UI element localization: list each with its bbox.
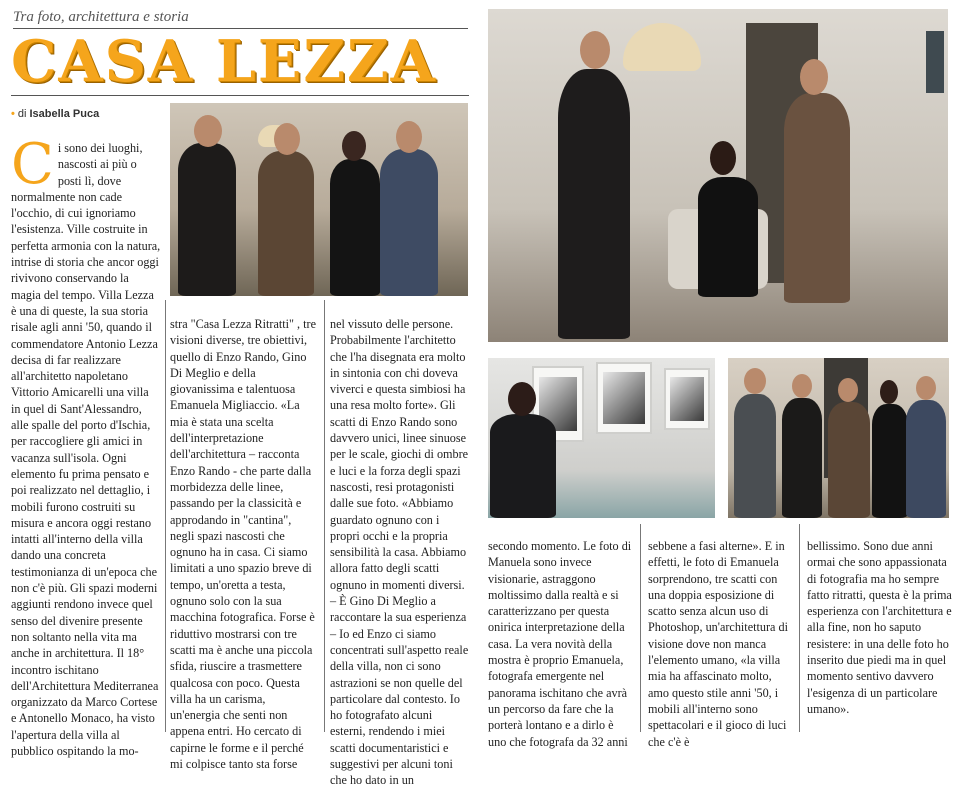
person-figure bbox=[872, 404, 908, 518]
person-figure bbox=[782, 398, 822, 518]
person-head bbox=[396, 121, 422, 153]
person-head bbox=[880, 380, 898, 404]
column-divider bbox=[799, 524, 800, 732]
person-figure bbox=[906, 400, 946, 518]
person-figure bbox=[490, 414, 556, 518]
person-figure bbox=[698, 177, 758, 297]
person-head bbox=[194, 115, 222, 147]
lamp-shape bbox=[623, 23, 701, 71]
person-head bbox=[800, 59, 828, 95]
text-column-6: bellissimo. Sono due anni ormai che sono appassionata di fotografia ma ho sempre fatto ritratti, questa è la prima esperienza con l'architettura e alla fine, non ho saputo resistere: in una delle foto ho inserito due piedi ma in quel momento sentivo davvero l'esigenza di un particolare umano». bbox=[807, 539, 952, 716]
person-head bbox=[916, 376, 936, 400]
person-head bbox=[508, 382, 536, 416]
text-column-3: nel vissuto delle persone. Probabilmente l'architetto che l'ha disegnata era molto in sintonia con chi doveva viverci e questa simbiosi ha una resa molto forte». Gli scatti di Enzo Rando sono davvero unici, linee sinuose per le scale, giochi di ombre e luci e la forza degli spazi nascosti, resi protagonisti dalle sue foto. «Abbiamo guardato ognuno con i propri occhi e la propria sensibilità la casa. Abbiamo allora fatto degli scatti ognuno in momenti diversi. – È Gino Di Meglio a raccontare la sua esperienza – Io ed Enzo ci siamo concentrati sull'aspetto reale della villa, non ci sono astrazioni se non quelle del particolare dal contesto. Io ho fotografato alcuni esterni, rendendo i miei scatti documentaristici e suggestivi per alcuni toni che ho dato in un bbox=[330, 317, 469, 788]
article-title: CASA LEZZA bbox=[11, 28, 437, 95]
person-figure bbox=[784, 93, 850, 303]
photo-interior-main bbox=[488, 9, 948, 342]
person-head bbox=[838, 378, 858, 402]
byline bbox=[11, 108, 99, 120]
title-rule bbox=[11, 95, 469, 96]
photo-gallery-wall bbox=[488, 358, 715, 518]
wall-frame-shape bbox=[926, 31, 944, 93]
text-column-4: secondo momento. Le foto di Manuela sono invece visionarie, astraggono moltissimo dalla realtà e si caratterizzano per questa onirica interpretazione della casa. La vera novità della mostra è proprio Emanuela, fotografa emergente nel panorama ischitano che avrà un percorso da fare che la porterà lontano e a dirlo è uno che fotografa da 32 anni bbox=[488, 539, 632, 749]
text-column-2: stra "Casa Lezza Ritratti" , tre visioni diverse, tre obiettivi, quello di Enzo Rando, Gino Di Meglio e della giovanissima e talentuosa Emanuela Migliaccio. «La mia è stata una scelta dell'interpretazione dell'architettura – racconta Enzo Rando - che parte dalla morbidezza delle linee, passando per la classicità e approdando in "cantina", negli spazi nascosti che ognuno ha in casa. Ci siamo limitati a uno spazio breve di tempo, un'oretta a testa, ognuno solo con la sua macchina fotografica. Forse è riduttivo mostrarsi con tre scatti ma è anche una piccola sfida, riuscire a trasmettere qualcosa con poco. Questa villa ha un carisma, un'energia che senti non appena entri. Ho cercato di capirne le forme e il perché mi colpisce tanto sta forse bbox=[170, 317, 316, 772]
column-divider bbox=[640, 524, 641, 732]
person-figure bbox=[380, 149, 438, 296]
person-head bbox=[580, 31, 610, 69]
person-figure bbox=[258, 151, 314, 296]
person-head bbox=[342, 131, 366, 161]
person-head bbox=[710, 141, 736, 175]
person-head bbox=[792, 374, 812, 398]
person-figure bbox=[178, 143, 236, 296]
framed-photo-shape bbox=[664, 368, 710, 430]
framed-photo-shape bbox=[596, 362, 652, 434]
text-column-1 bbox=[11, 132, 161, 758]
person-figure bbox=[734, 394, 776, 518]
column-divider bbox=[165, 300, 166, 732]
person-figure bbox=[558, 69, 630, 339]
text-column-5: sebbene a fasi alterne». E in effetti, le foto di Emanuela sorprendono, tre scatti con una doppia esposizione di scatto senza alcun uso di Photoshop, un'architettura di visione dove non manca l'elemento umano, «la villa mia ha affascinato molto, amo questo stile anni '50, i mobili all'interno sono spettacolari e il gioco di luci che c'è è bbox=[648, 539, 788, 749]
text-column-1-body: i sono dei luoghi, nascosti ai più o posti lì, dove normalmente non cade l'occhio, di cui ignoriamo l'esistenza. Ville costruite in perfetta armonia con la natura, intrise di storia che ancor oggi rivivono conservando la magia del tempo. Villa Lezza è una di queste, la sua storia risale agli anni '50, quando il commendatore Antonio Lezza decisa di far realizzare all'architetto napoletano Vittorio Amicarelli una villa in quel di Sant'Alessandro, alle spalle del porto d'Ischia, per raccogliere gli amici in vacanza sull'isola. Ogni elemento fu prima pensato e poi realizzato nel dettaglio, i mobili furono costruiti su misura e ancora oggi restano intatti all'interno della villa dando una concreta testimonianza di un'epoca che non c'è più. Gli spazi moderni aggiunti rendono invece quel senso del divenire presente non soltanto nella vita ma anche in architettura. Il 18° incontro ischitano dell'Architettura Mediterranea organizzato da Marco Cortese e Antonello Monaco, ha visto l'apertura della villa al pubblico ospitando la mo- bbox=[11, 141, 161, 758]
person-figure bbox=[828, 402, 870, 518]
article-kicker: Tra foto, architettura e storia bbox=[13, 7, 468, 29]
byline-bullet-icon: • bbox=[11, 108, 15, 120]
drop-cap: C bbox=[11, 132, 54, 197]
byline-author: Isabella Puca bbox=[29, 108, 100, 120]
column-divider bbox=[324, 300, 325, 732]
byline-prefix: di bbox=[17, 108, 27, 120]
photo-group-five bbox=[728, 358, 949, 518]
photo-group-four bbox=[170, 103, 468, 296]
person-head bbox=[744, 368, 766, 394]
person-figure bbox=[330, 159, 380, 296]
person-head bbox=[274, 123, 300, 155]
